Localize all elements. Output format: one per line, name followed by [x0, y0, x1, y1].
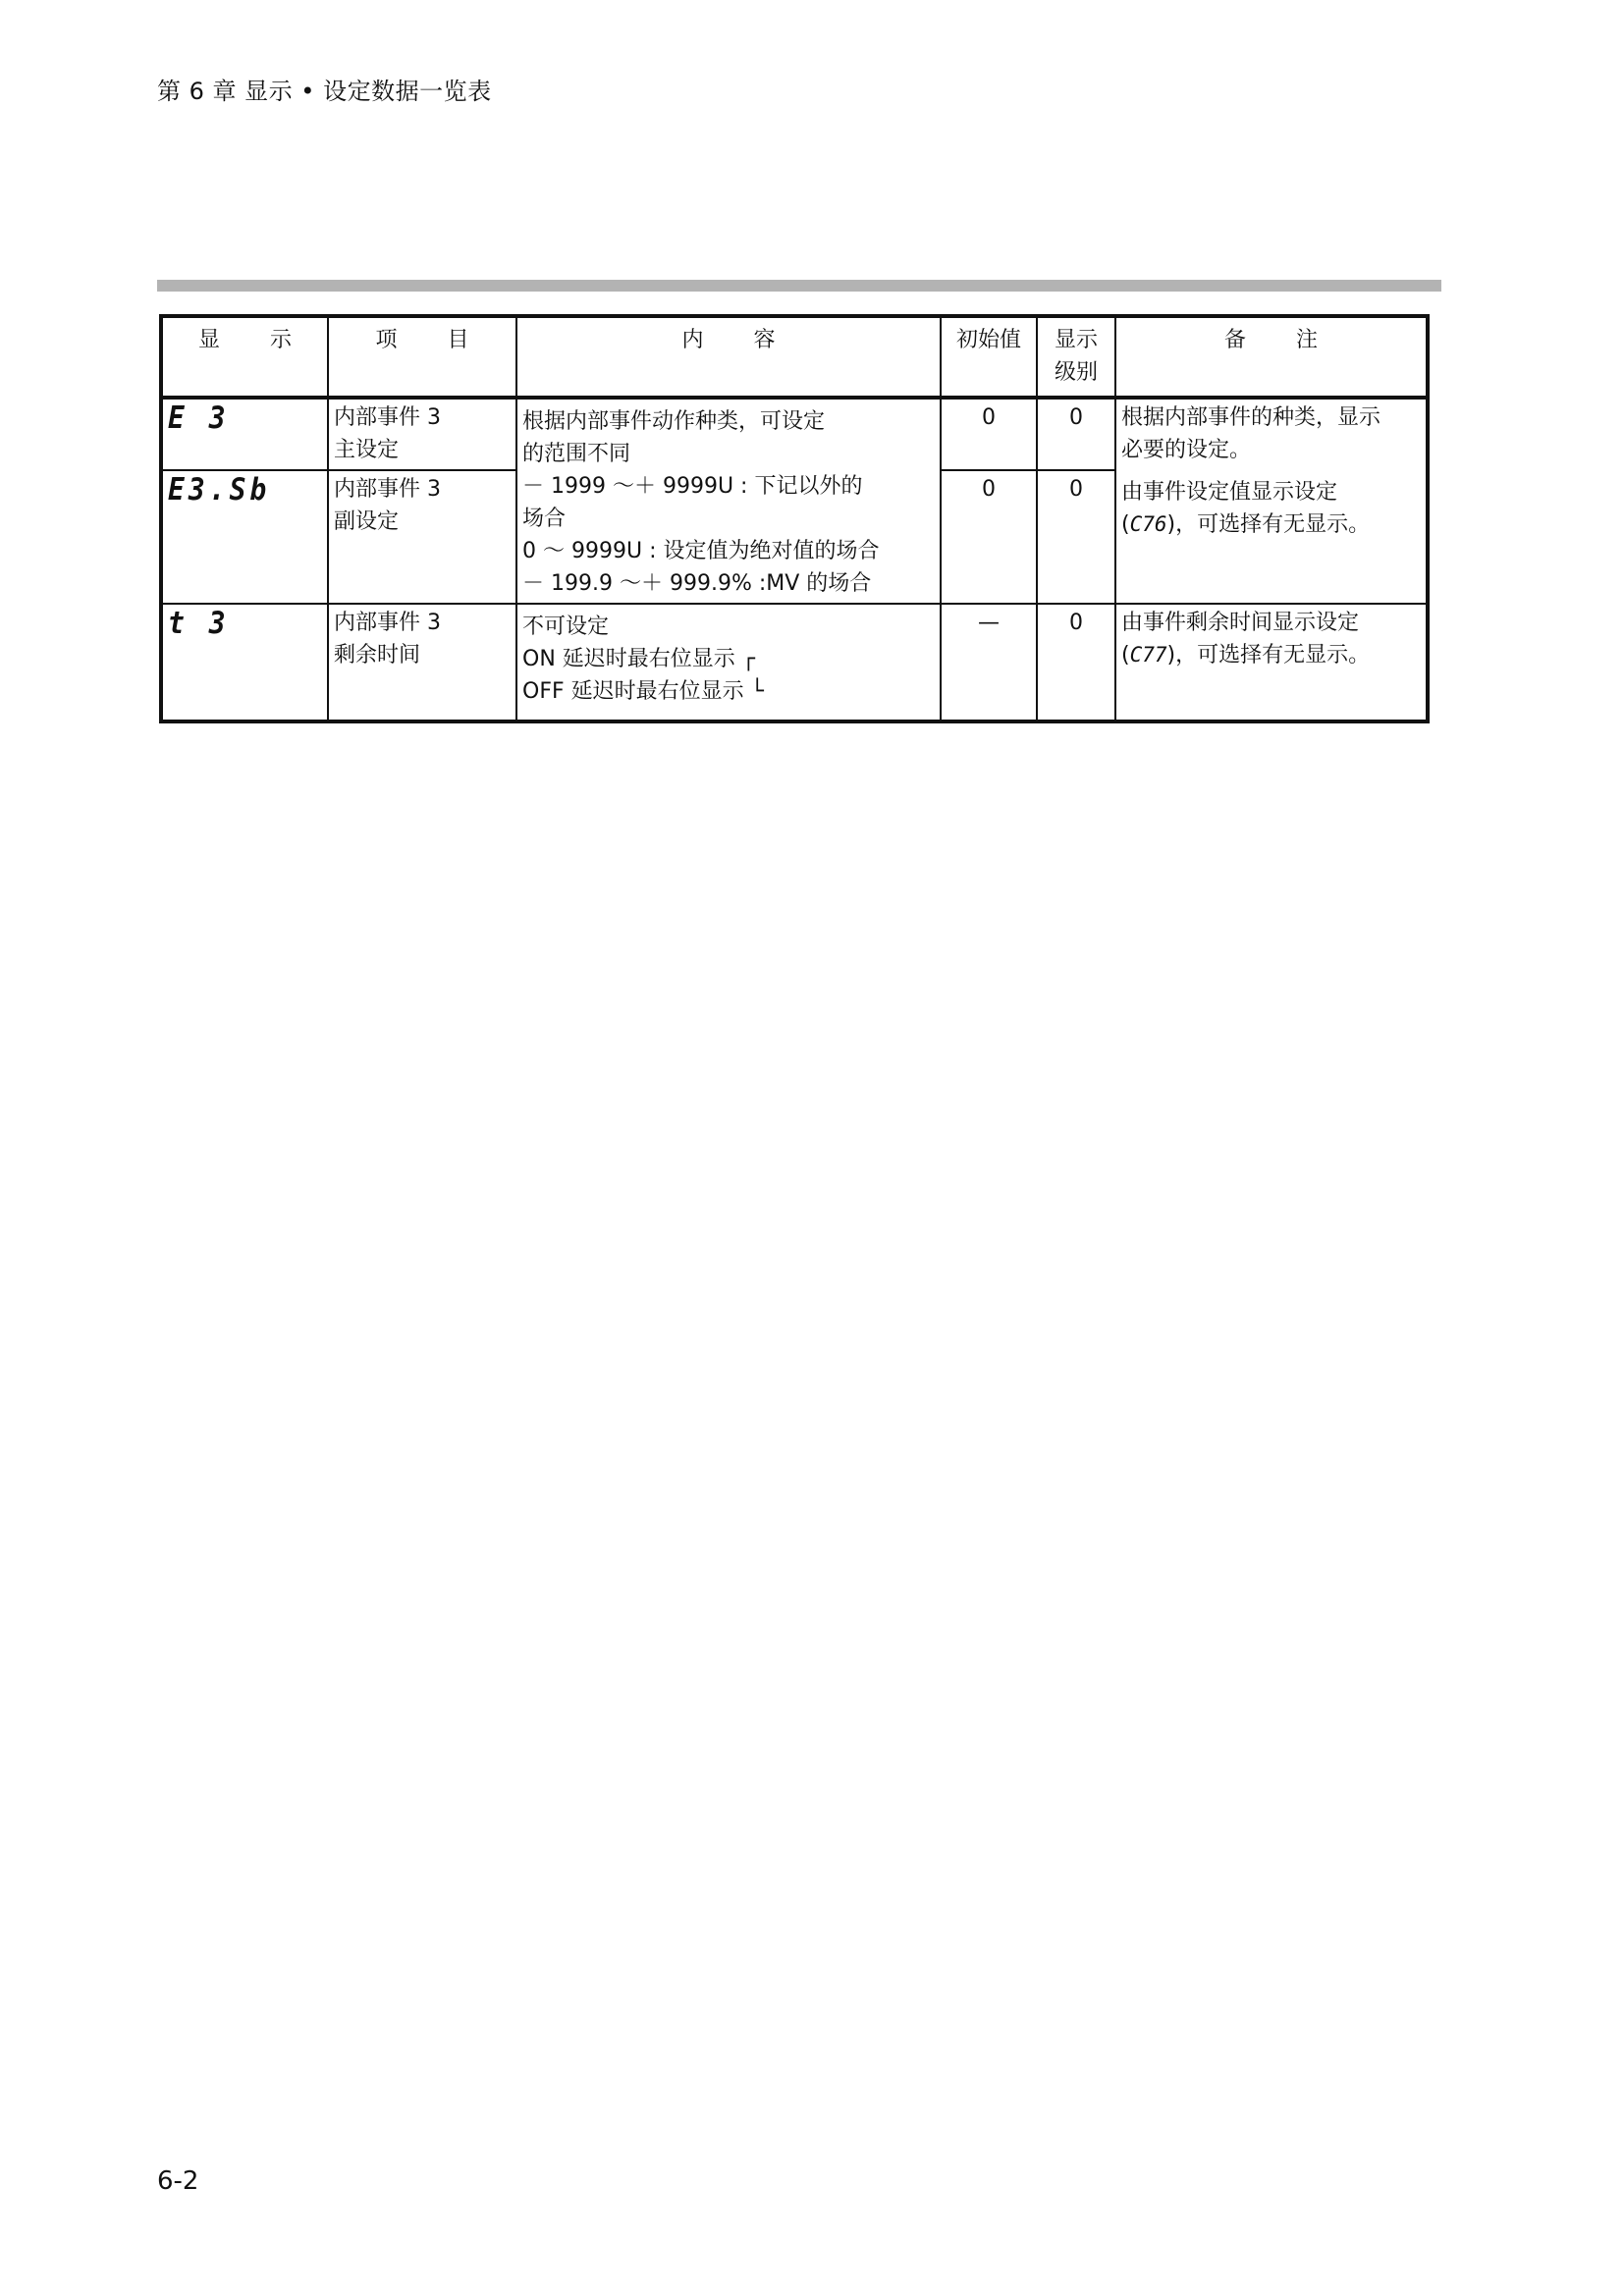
col-header-level: 显示 级别: [1037, 316, 1115, 398]
col-header-display: 显 示: [161, 316, 328, 398]
item-cell: 内部事件 3 副设定: [328, 470, 516, 604]
display-code-cell: [161, 604, 328, 721]
segment-display-code: t 3: [168, 605, 230, 641]
chapter-header: 第 6 章 显示 • 设定数据一览表: [157, 78, 492, 105]
setup-code: C76: [1129, 512, 1167, 536]
display-code-cell: [161, 398, 328, 470]
segment-display-code: E3.Sb: [168, 471, 271, 507]
table-row: [161, 604, 1428, 721]
col-header-remarks: 备 注: [1115, 316, 1428, 398]
remarks-cell: 由事件剩余时间显示设定 (C77)，可选择有无显示。: [1115, 604, 1428, 721]
remarks-cell: 根据内部事件的种类，显示 必要的设定。 由事件设定值显示设定 (C76)，可选择有无显示。: [1115, 398, 1428, 604]
segment-display-code: E 3: [168, 400, 230, 436]
col-header-content: 内 容: [516, 316, 941, 398]
col-header-item: 项 目: [328, 316, 516, 398]
initial-value-cell: —: [941, 604, 1037, 721]
content-cell: 不可设定 ON 延迟时最右位显示 ┌ OFF 延迟时最右位显示 └: [516, 604, 941, 721]
settings-table: [159, 314, 1430, 723]
table-header-row: [161, 316, 1428, 398]
setup-code: C77: [1129, 643, 1167, 667]
item-cell: 内部事件 3 剩余时间: [328, 604, 516, 721]
item-cell: 内部事件 3 主设定: [328, 398, 516, 470]
display-level-cell: 0: [1037, 604, 1115, 721]
page-number: 6-2: [157, 2166, 199, 2196]
initial-value-cell: 0: [941, 398, 1037, 470]
table-row: [161, 398, 1428, 470]
display-level-cell: 0: [1037, 470, 1115, 604]
display-code-cell: [161, 470, 328, 604]
initial-value-cell: 0: [941, 470, 1037, 604]
section-divider: [157, 280, 1441, 292]
content-cell: 根据内部事件动作种类，可设定 的范围不同 － 1999 ～＋ 9999U : 下记以外的 场合 0 ～ 9999U : 设定值为绝对值的场合 － 199.9 ～＋ 999.9% :MV 的场合: [516, 398, 941, 604]
display-level-cell: 0: [1037, 398, 1115, 470]
col-header-initial: 初始值: [941, 316, 1037, 398]
